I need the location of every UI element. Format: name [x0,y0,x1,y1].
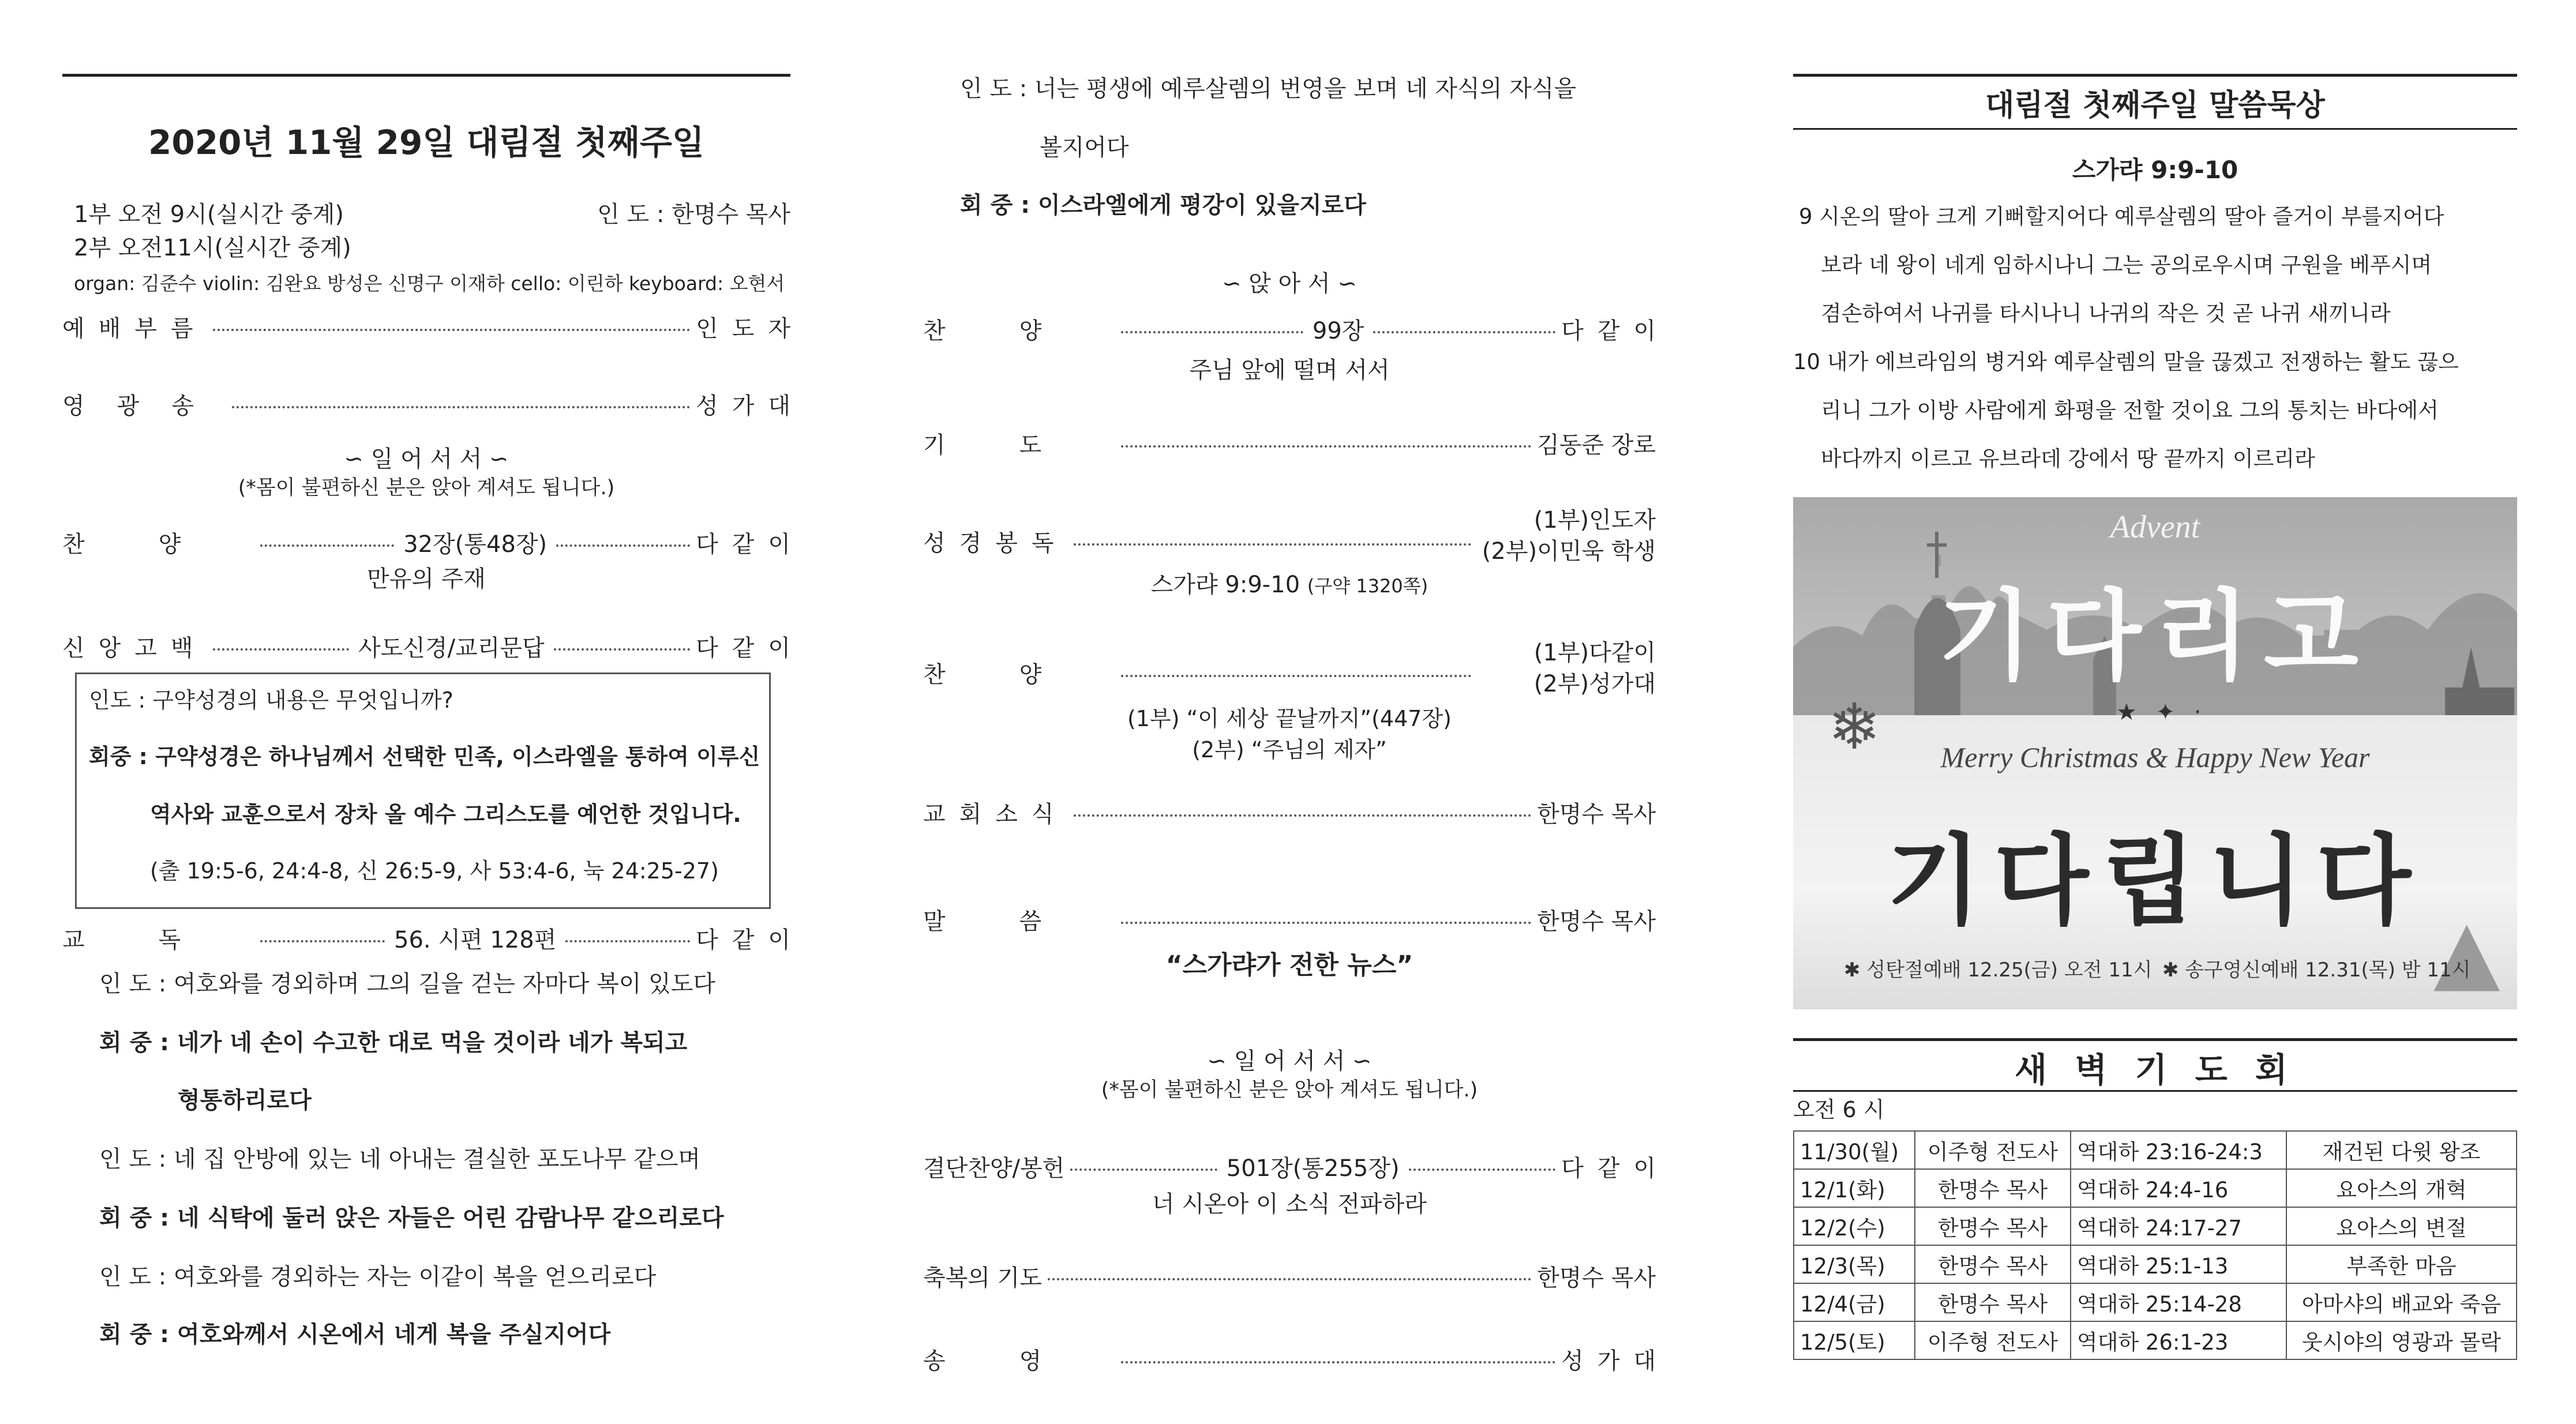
reading-line-8: 인 도 : 너는 평생에 예루살렘의 번영을 보며 네 자식의 자식을 [960,76,1576,102]
table-row: 12/2(수) 한명수 목사 역대하 24:17-27 요아스의 변절 [1794,1207,2517,1245]
order-responsive-reading: 교독 56. 시편 128편 다같이 [62,926,805,953]
reading-line-6: 인 도 : 여호와를 경외하는 자는 이같이 복을 얻으리로다 [99,1264,657,1290]
dawn-time: 오전 6 시 [1793,1097,1885,1122]
offering-hymn-title: 너 시온아 이 소식 전파하라 [1152,1191,1427,1218]
catechism-answer-2: 역사와 교훈으로서 장차 올 예수 그리스도를 예언한 것입니다. [150,802,741,827]
anthem-title-1: (1부) “이 세상 끝날까지”(447장) [1127,706,1452,731]
order-creed: 신앙고백 사도신경/교리문답 다같이 [62,634,804,662]
order-hymn: 찬양 32장(통48장) 다같이 [62,531,805,558]
catechism-answer-1: 회중 : 구약성경은 하나님께서 선택한 민족, 이스라엘을 통하여 이루신 [89,744,760,769]
asterisk-icon: ✱ [2162,959,2185,982]
top-rule [62,74,790,77]
anthem-title-2: (2부) “주님의 제자” [1192,737,1387,762]
stand-marker-2: ∽ 일 어 서 서 ∽ [1207,1048,1372,1074]
order-announcements: 교회소식 한명수 목사 [923,801,1656,828]
reading-line-2: 회 중 : 네가 네 손이 수고한 대로 먹을 것이라 네가 복되고 [99,1030,688,1056]
scripture-reader-2: (2부)이민욱 학생 [1482,538,1656,565]
left-column [62,0,805,1424]
stars-icon: ★ ✦ · [2116,699,2207,726]
advent-banner [1793,497,2517,1009]
verse-line-3: 겸손하여서 나귀를 타시나니 나귀의 작은 것 곧 나귀 새끼니라 [1821,301,2391,326]
reading-line-3: 형통하리로다 [178,1087,312,1114]
banner-headline-2: 기다립니다 [1886,824,2424,938]
sermon-title: “스가랴가 전한 뉴스” [1165,950,1413,980]
order-sermon: 말씀 한명수 목사 [923,908,1656,935]
dawn-bottom-rule [1793,1090,2517,1092]
verse-line-1: 9 시온의 딸아 크게 기뻐할지어다 예루살렘의 딸아 즐거이 부를지어다 [1799,204,2444,229]
table-row: 11/30(월) 이주형 전도사 역대하 23:16-24:3 재건된 다윗 왕조 [1794,1131,2517,1169]
service-2: 2부 오전11시(실시간 중계) [74,235,351,261]
dawn-schedule-table [1793,1130,2517,1360]
merry-christmas: Merry Christmas & Happy New Year [1940,741,2370,773]
verse-line-6: 바다까지 이르고 유브라데 강에서 땅 끝까지 이르리라 [1821,446,2315,471]
order-gloria: 영광송 성가대 [62,392,804,419]
service-leader: 인 도 : 한명수 목사 [597,201,790,228]
stand-marker: ∽ 일 어 서 서 ∽ [344,446,509,472]
sit-marker: ∽ 앉 아 서 ∽ [1222,270,1357,297]
order-doxology: 송영 성가대 [923,1347,1670,1374]
scripture-reader-1: (1부)인도자 [1533,507,1656,533]
verse-line-4: 10 내가 에브라임의 병거와 예루살렘의 말을 끊겠고 전쟁하는 활도 끊으 [1793,350,2459,374]
event-christmas: ✱ 성탄절예배 12.25(금) 오전 11시 [1844,959,2153,982]
verse-line-5: 리니 그가 이방 사람에게 화평을 전할 것이요 그의 통치는 바다에서 [1821,398,2439,423]
tree-icon: ▲ [2433,901,2500,1001]
stand-note: (*몸이 불편하신 분은 앉아 계셔도 됩니다.) [238,476,615,499]
table-row: 12/3(목) 한명수 목사 역대하 25:1-13 부족한 마음 [1794,1245,2517,1283]
order-scripture: 성경봉독 [923,525,1656,557]
anthem-singers-2: (2부)성가대 [1533,671,1656,697]
meditation-top-rule [1793,74,2517,77]
reading-line-1: 인 도 : 여호와를 경외하며 그의 길을 걷는 자마다 복이 있도다 [99,971,715,997]
event-newyear: ✱ 송구영신예배 12.31(목) 밤 11시 [2162,959,2471,982]
table-row: 12/5(토) 이주형 전도사 역대하 26:1-23 웃시야의 영광과 몰락 [1794,1321,2517,1359]
reading-line-8b: 볼지어다 [1040,134,1129,161]
order-hymn-2: 찬양 99장 다같이 [923,317,1670,344]
reading-line-9: 회 중 : 이스라엘에게 평강이 있을지로다 [960,192,1366,219]
dawn-prayer-title: 새 벽 기 도 회 [2015,1050,2296,1089]
asterisk-icon: ✱ [1844,959,1867,982]
reading-line-5: 회 중 : 네 식탁에 둘러 앉은 자들은 어린 감람나무 같으리로다 [99,1205,724,1231]
order-prayer: 기도 김동준 장로 [923,431,1656,459]
right-column [1793,0,2517,1424]
advent-word: Advent [2110,509,2200,545]
musicians: organ: 김준수 violin: 김완요 방성은 신명구 이재하 cello: 이린하 keyboard: 오현서 [74,272,785,295]
snowflake-icon: ❄ [1828,690,1881,764]
scripture-ref: 스가랴 9:9-10 (구약 1320쪽) [1150,572,1428,598]
hymn-2-title: 주님 앞에 떨며 서서 [1189,357,1390,384]
service-1: 1부 오전 9시(실시간 중계) [74,201,344,228]
order-anthem: 찬양 [923,656,1656,689]
table-row: 12/1(화) 한명수 목사 역대하 24:4-16 요아스의 개혁 [1794,1169,2517,1207]
meditation-bottom-rule [1793,128,2517,130]
anthem-singers-1: (1부)다같이 [1533,640,1656,666]
table-row: 12/4(금) 한명수 목사 역대하 25:14-28 아마샤의 배교와 죽음 [1794,1283,2517,1321]
meditation-passage: 스가랴 9:9-10 [2072,156,2238,184]
banner-headline-1: 기다리고 [1938,580,2372,694]
meditation-title: 대림절 첫째주일 말씀묵상 [1985,88,2325,123]
reading-line-7: 회 중 : 여호와께서 시온에서 네게 복을 주실지어다 [99,1321,611,1348]
catechism-refs: (출 19:5-6, 24:4-8, 신 26:5-9, 사 53:4-6, 눅 24:25-27) [150,858,719,884]
order-benediction: 축복의 기도 한명수 목사 [923,1264,1656,1291]
order-offering: 결단찬양/봉헌 501장(통255장) 다같이 [923,1155,1670,1182]
reading-line-4: 인 도 : 네 집 안방에 있는 네 아내는 결실한 포도나무 같으며 [99,1146,701,1173]
stand-note-2: (*몸이 불편하신 분은 앉아 계셔도 됩니다.) [1101,1079,1478,1102]
catechism-question: 인도 : 구약성경의 내용은 무엇입니까? [89,687,453,713]
bulletin-title: 2020년 11월 29일 대림절 첫째주일 [148,123,704,162]
dawn-top-rule [1793,1038,2517,1041]
middle-column [923,0,1670,1424]
order-call-to-worship: 예배부름 인도자 [62,315,804,342]
verse-line-2: 보라 네 왕이 네게 임하시나니 그는 공의로우시며 구원을 베푸시며 [1821,253,2432,277]
hymn-title: 만유의 주재 [367,566,486,592]
